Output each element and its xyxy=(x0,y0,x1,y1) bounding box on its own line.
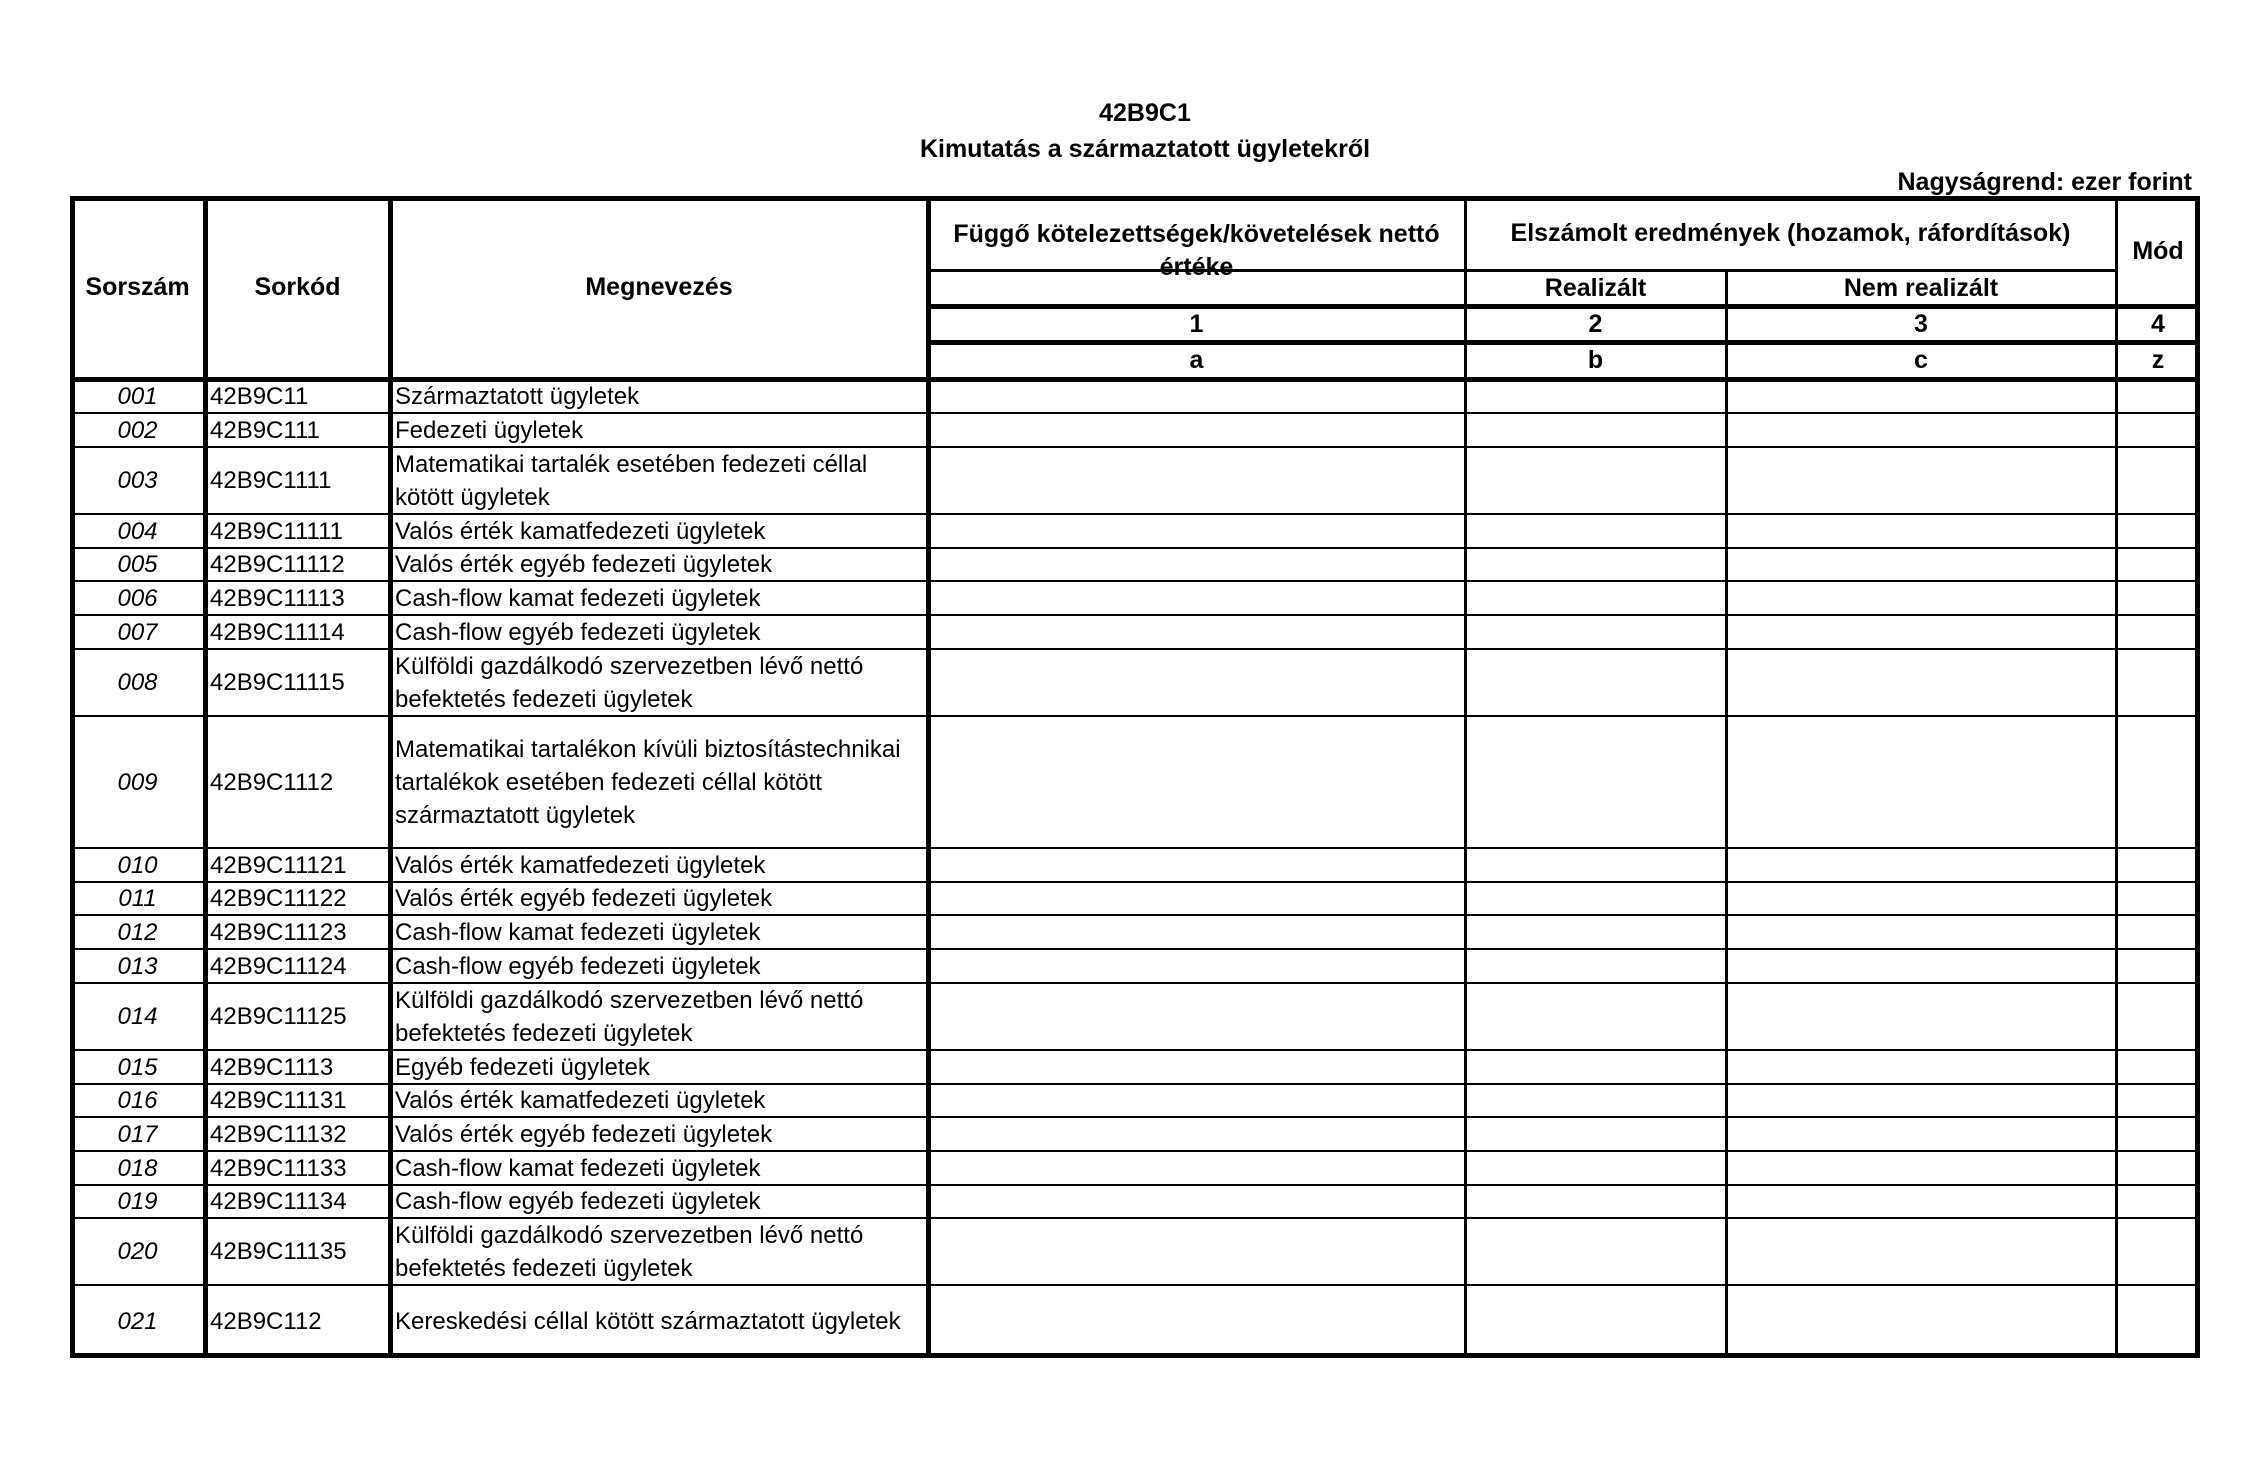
row-sorkod: 42B9C1111 xyxy=(210,467,332,494)
row-sorszam: 013 xyxy=(117,952,158,980)
table-frame xyxy=(70,196,2200,1358)
row-megnevezes: Matematikai tartalékon kívüli biztosítástechnikai tartalékok esetében fedezeti céllal kötött származtatott ügyletek xyxy=(395,735,901,829)
row-sorszam: 014 xyxy=(117,1003,158,1030)
row-megnevezes: Külföldi gazdálkodó szervezetben lévő nettó befektetés fedezeti ügyletek xyxy=(395,986,864,1047)
row-megnevezes: Fedezeti ügyletek xyxy=(395,416,584,444)
column-letter: a xyxy=(1189,346,1204,374)
column-letter: z xyxy=(2151,346,2165,374)
unit-label: Nagyságrend: ezer forint xyxy=(1897,168,2192,196)
column-number: 4 xyxy=(2151,309,2165,338)
row-megnevezes: Valós érték egyéb fedezeti ügyletek xyxy=(395,1120,773,1148)
row-megnevezes: Valós érték kamatfedezeti ügyletek xyxy=(395,851,766,879)
form-title: Kimutatás a származtatott ügyletekről xyxy=(919,135,1371,163)
row-megnevezes: Valós érték kamatfedezeti ügyletek xyxy=(395,517,766,545)
header-group: Elszámolt eredmények (hozamok, ráfordítások) xyxy=(1510,218,2071,247)
row-sorkod: 42B9C11124 xyxy=(210,952,347,980)
header-sorszam: Sorszám xyxy=(85,273,190,301)
header-sorkod: Sorkód xyxy=(254,273,341,301)
row-sorszam: 021 xyxy=(117,1308,158,1335)
row-sorkod: 42B9C11133 xyxy=(210,1154,347,1182)
header-col2: Realizált xyxy=(1544,273,1647,302)
form-code: 42B9C1 xyxy=(1099,99,1191,127)
row-sorszam: 004 xyxy=(117,517,158,545)
header-mod: Mód xyxy=(2132,236,2184,265)
column-number: 3 xyxy=(1914,309,1928,338)
row-sorkod: 42B9C11135 xyxy=(210,1238,347,1265)
row-megnevezes: Cash-flow kamat fedezeti ügyletek xyxy=(395,918,761,946)
row-megnevezes: Cash-flow kamat fedezeti ügyletek xyxy=(395,1154,761,1182)
row-sorszam: 019 xyxy=(117,1188,158,1215)
row-sorkod: 42B9C11125 xyxy=(210,1003,347,1030)
header-megnevezes: Megnevezés xyxy=(585,273,733,301)
row-megnevezes: Matematikai tartalék esetében fedezeti céllal kötött ügyletek xyxy=(395,450,868,511)
row-sorszam: 018 xyxy=(117,1154,158,1182)
row-sorkod: 42B9C111 xyxy=(210,416,320,444)
row-sorkod: 42B9C11122 xyxy=(210,885,347,912)
row-megnevezes: Cash-flow egyéb fedezeti ügyletek xyxy=(395,618,761,646)
row-sorkod: 42B9C1113 xyxy=(210,1053,334,1081)
row-sorszam: 012 xyxy=(117,918,158,946)
row-sorszam: 006 xyxy=(117,584,158,612)
row-sorkod: 42B9C11115 xyxy=(210,669,345,696)
row-sorszam: 001 xyxy=(117,382,158,410)
row-sorszam: 017 xyxy=(117,1120,158,1148)
header-col3: Nem realizált xyxy=(1843,273,1999,302)
row-megnevezes: Valós érték egyéb fedezeti ügyletek xyxy=(395,551,773,578)
column-letter: b xyxy=(1587,346,1604,374)
row-sorszam: 011 xyxy=(118,885,157,912)
row-megnevezes: Valós érték kamatfedezeti ügyletek xyxy=(395,1087,766,1114)
row-sorkod: 42B9C112 xyxy=(210,1308,322,1335)
row-sorkod: 42B9C1112 xyxy=(210,768,334,796)
row-sorkod: 42B9C11112 xyxy=(210,551,345,578)
row-sorszam: 020 xyxy=(117,1238,158,1265)
row-sorkod: 42B9C11114 xyxy=(210,618,345,646)
row-megnevezes: Kereskedési céllal kötött származtatott ügyletek xyxy=(395,1308,901,1335)
row-sorkod: 42B9C11123 xyxy=(210,918,347,946)
row-megnevezes: Cash-flow egyéb fedezeti ügyletek xyxy=(395,952,761,980)
row-sorkod: 42B9C11111 xyxy=(210,517,343,545)
column-number: 1 xyxy=(1189,309,1204,338)
row-sorszam: 015 xyxy=(117,1053,158,1081)
row-sorkod: 42B9C11121 xyxy=(210,851,347,879)
row-sorszam: 005 xyxy=(117,551,158,578)
header-col1: Függő kötelezettségek/követelések nettó értéke xyxy=(953,220,1440,281)
row-megnevezes: Valós érték egyéb fedezeti ügyletek xyxy=(395,885,773,912)
row-sorszam: 008 xyxy=(117,669,158,696)
row-sorszam: 016 xyxy=(117,1087,158,1114)
row-sorszam: 003 xyxy=(117,467,158,494)
row-megnevezes: Külföldi gazdálkodó szervezetben lévő nettó befektetés fedezeti ügyletek xyxy=(395,652,864,713)
row-sorszam: 010 xyxy=(117,851,158,879)
row-sorszam: 007 xyxy=(117,618,158,646)
row-sorszam: 002 xyxy=(117,416,158,444)
row-megnevezes: Cash-flow kamat fedezeti ügyletek xyxy=(395,584,761,612)
row-sorkod: 42B9C11132 xyxy=(210,1120,347,1148)
column-number: 2 xyxy=(1588,309,1603,338)
row-megnevezes: Cash-flow egyéb fedezeti ügyletek xyxy=(395,1188,761,1215)
row-megnevezes: Származtatott ügyletek xyxy=(395,382,640,410)
row-sorkod: 42B9C11 xyxy=(210,382,309,410)
column-letter: c xyxy=(1914,346,1928,374)
row-sorszam: 009 xyxy=(117,768,158,796)
row-sorkod: 42B9C11131 xyxy=(210,1087,347,1114)
row-megnevezes: Külföldi gazdálkodó szervezetben lévő nettó befektetés fedezeti ügyletek xyxy=(395,1221,864,1282)
row-sorkod: 42B9C11113 xyxy=(210,584,345,612)
row-sorkod: 42B9C11134 xyxy=(210,1188,347,1215)
row-megnevezes: Egyéb fedezeti ügyletek xyxy=(395,1053,650,1081)
